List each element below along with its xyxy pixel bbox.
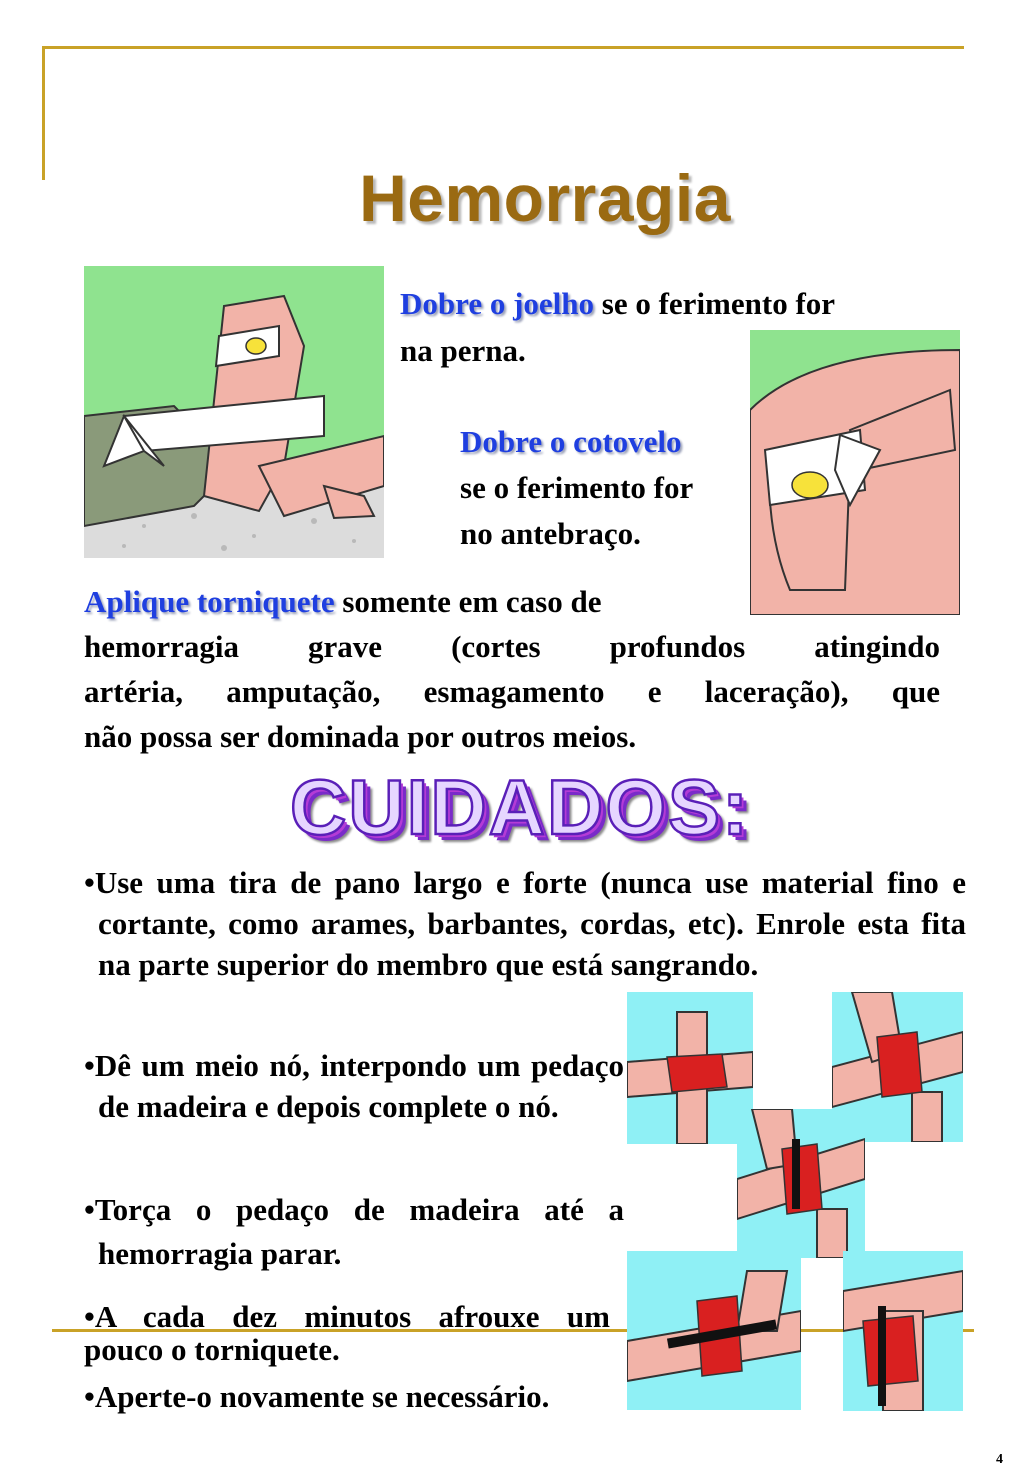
page-number: 4 bbox=[996, 1452, 1003, 1467]
bullet-loosen-line2: pouco o torniquete. bbox=[84, 1332, 340, 1367]
tourniquet-highlight: Aplique torniquete bbox=[84, 584, 335, 619]
knee-highlight: Dobre o joelho bbox=[400, 286, 595, 321]
bullet-cloth-strip: •Use uma tira de pano largo e forte (nunca use material fino e cortante, como arames, barbantes, cordas, etc). Enrole esta fita na parte superior do membro que está sangrando. bbox=[84, 865, 966, 982]
frame-top-rule bbox=[42, 46, 964, 49]
tourniquet-rest: somente em caso de bbox=[334, 584, 602, 619]
leg-bandage-illustration bbox=[84, 266, 384, 558]
knee-rest: se o ferimento for bbox=[594, 286, 836, 321]
bullet-twist-wood: •Torça o pedaço de madeira até a hemorragia parar. bbox=[84, 1192, 624, 1271]
tourniquet-line1 bbox=[84, 580, 744, 624]
tourniquet-step1-illustration bbox=[627, 992, 753, 1144]
elbow-line3: no antebraço. bbox=[460, 516, 641, 551]
tourniquet-step5-illustration bbox=[843, 1251, 963, 1411]
tourniquet-line3: artéria, amputação, esmagamento e laceração), que bbox=[84, 674, 940, 709]
bullet-loosen-line1: •A cada dez minutos afrouxe um bbox=[84, 1299, 610, 1334]
tourniquet-step4-illustration bbox=[627, 1251, 801, 1410]
bullet-half-knot: •Dê um meio nó, interpondo um pedaço de madeira e depois complete o nó. bbox=[84, 1048, 624, 1124]
tourniquet-line2: hemorragia grave (cortes profundos atingindo bbox=[84, 629, 940, 664]
cuidados-heading-text: CUIDADOS: bbox=[290, 763, 750, 851]
elbow-highlight: Dobre o cotovelo bbox=[460, 424, 682, 459]
elbow-instruction bbox=[460, 420, 750, 556]
knee-instruction-line2: na perna. bbox=[400, 333, 526, 368]
cuidados-heading bbox=[0, 762, 1024, 853]
knee-instruction bbox=[400, 282, 953, 326]
tourniquet-step3-illustration bbox=[737, 1109, 865, 1258]
elbow-line2: se o ferimento for bbox=[460, 470, 694, 505]
tourniquet-line4: não possa ser dominada por outros meios. bbox=[84, 719, 637, 754]
arm-bandage-illustration bbox=[750, 330, 960, 615]
bullet-retighten: •Aperte-o novamente se necessário. bbox=[84, 1379, 550, 1414]
page-title: Hemorragia bbox=[359, 161, 731, 235]
